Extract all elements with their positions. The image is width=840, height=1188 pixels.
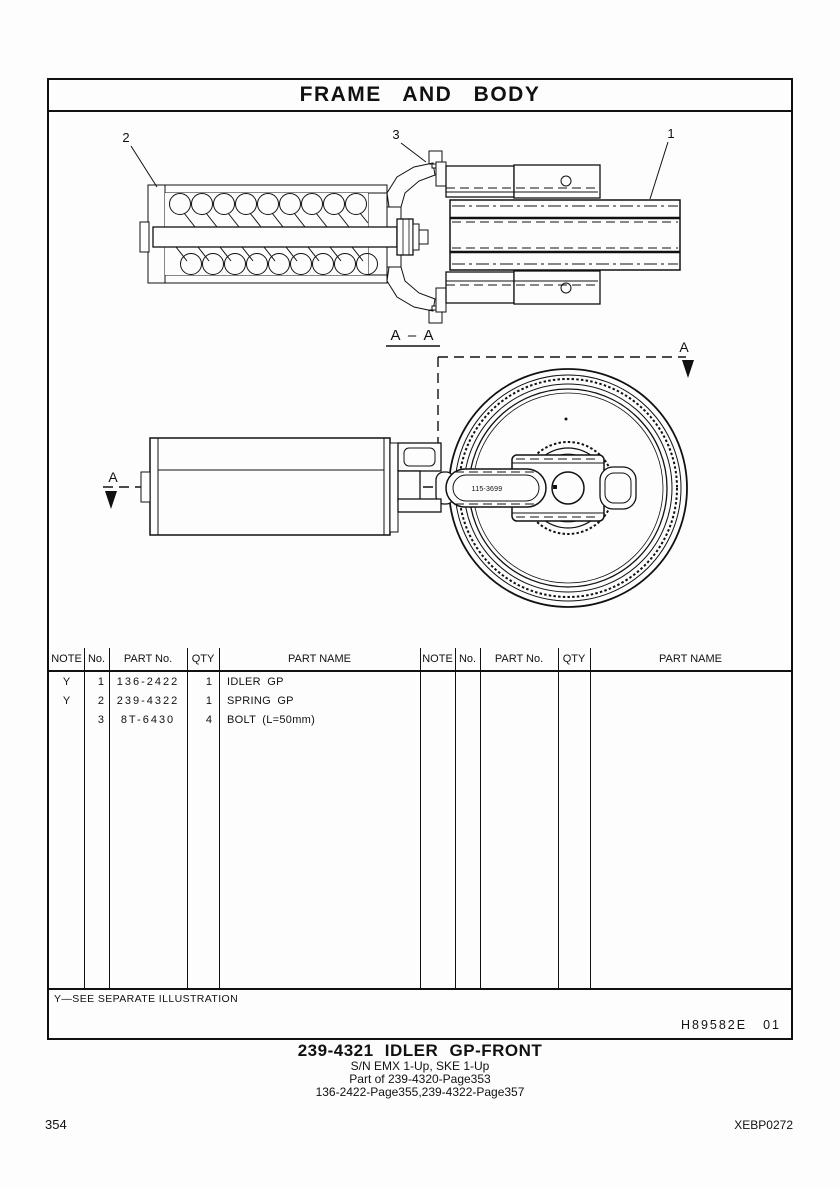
col-partname-header: PART NAME — [659, 653, 722, 665]
col-note-header: NOTE — [422, 653, 453, 665]
footnote: Y—SEE SEPARATE ILLUSTRATION — [54, 993, 239, 1005]
table-row — [49, 672, 791, 691]
cell-note: Y — [62, 675, 71, 688]
table-row — [49, 691, 791, 710]
section-arrow-left — [105, 491, 117, 509]
upper-section-view — [122, 126, 680, 323]
section-marker-left: A — [108, 469, 118, 485]
caption-partof: Part of 239-4320-Page353 — [349, 1072, 491, 1087]
table-row — [49, 710, 791, 729]
caption-title: 239-4321 IDLER GP-FRONT — [297, 1041, 543, 1060]
caption-refs: 136-2422-Page355,239-4322-Page357 — [315, 1085, 525, 1100]
doc-code — [681, 1018, 781, 1032]
cell-partno: 136-2422 — [116, 675, 180, 688]
page-title: FRAME AND BODY — [299, 83, 541, 106]
cell-note: Y — [62, 694, 71, 707]
col-no-header: No. — [87, 653, 106, 665]
cell-qty: 1 — [205, 694, 212, 707]
page-number: 354 — [45, 1117, 67, 1132]
table-footer — [49, 988, 791, 1038]
parts-table — [49, 648, 791, 988]
cell-qty: 1 — [205, 675, 212, 688]
drawing-frame — [47, 78, 793, 1040]
section-label: A – A — [390, 327, 436, 344]
spring-cylinder — [141, 438, 398, 535]
svg-text:3: 3 — [392, 127, 400, 142]
cell-qty: 4 — [205, 713, 212, 726]
svg-text:1: 1 — [667, 126, 675, 141]
doc-code-value: H89582E — [680, 1018, 748, 1032]
table-body — [49, 672, 791, 988]
link-rod — [436, 469, 546, 507]
col-partno-header: PART No. — [494, 653, 544, 665]
section-marker-right: A — [679, 339, 689, 355]
mounting-bracket — [398, 443, 441, 512]
cell-no: 3 — [97, 713, 104, 726]
title-band — [49, 80, 791, 112]
cell-partno: 8T-6430 — [120, 713, 176, 726]
idler-shaft — [450, 200, 680, 270]
cell-partname: BOLT (L=50mm) — [227, 713, 316, 726]
callout-2 — [122, 130, 157, 187]
doc-revision: 01 — [763, 1018, 781, 1032]
col-partno-header: PART No. — [123, 653, 173, 665]
cell-no: 2 — [97, 694, 104, 707]
callout-3 — [392, 127, 426, 162]
col-qty-header: QTY — [562, 653, 586, 665]
technical-drawing — [49, 112, 791, 648]
cell-partname: SPRING GP — [227, 694, 294, 707]
cell-no: 1 — [97, 675, 104, 688]
cell-partname: IDLER GP — [227, 675, 284, 688]
caption-block — [0, 1042, 840, 1099]
doc-id: XEBP0272 — [734, 1118, 793, 1132]
col-qty-header: QTY — [191, 653, 215, 665]
svg-text:2: 2 — [122, 130, 130, 145]
col-note-header: NOTE — [51, 653, 82, 665]
callout-1 — [650, 126, 675, 199]
cell-partno: 239-4322 — [116, 694, 180, 707]
col-partname-header: PART NAME — [288, 653, 351, 665]
section-arrow-right — [682, 360, 694, 378]
part-marking: 115-3699 — [471, 486, 503, 493]
face-mark-dot — [565, 418, 568, 421]
col-no-header: No. — [458, 653, 477, 665]
lower-plan-view — [141, 369, 687, 607]
caption-serial: S/N EMX 1-Up, SKE 1-Up — [350, 1059, 490, 1074]
